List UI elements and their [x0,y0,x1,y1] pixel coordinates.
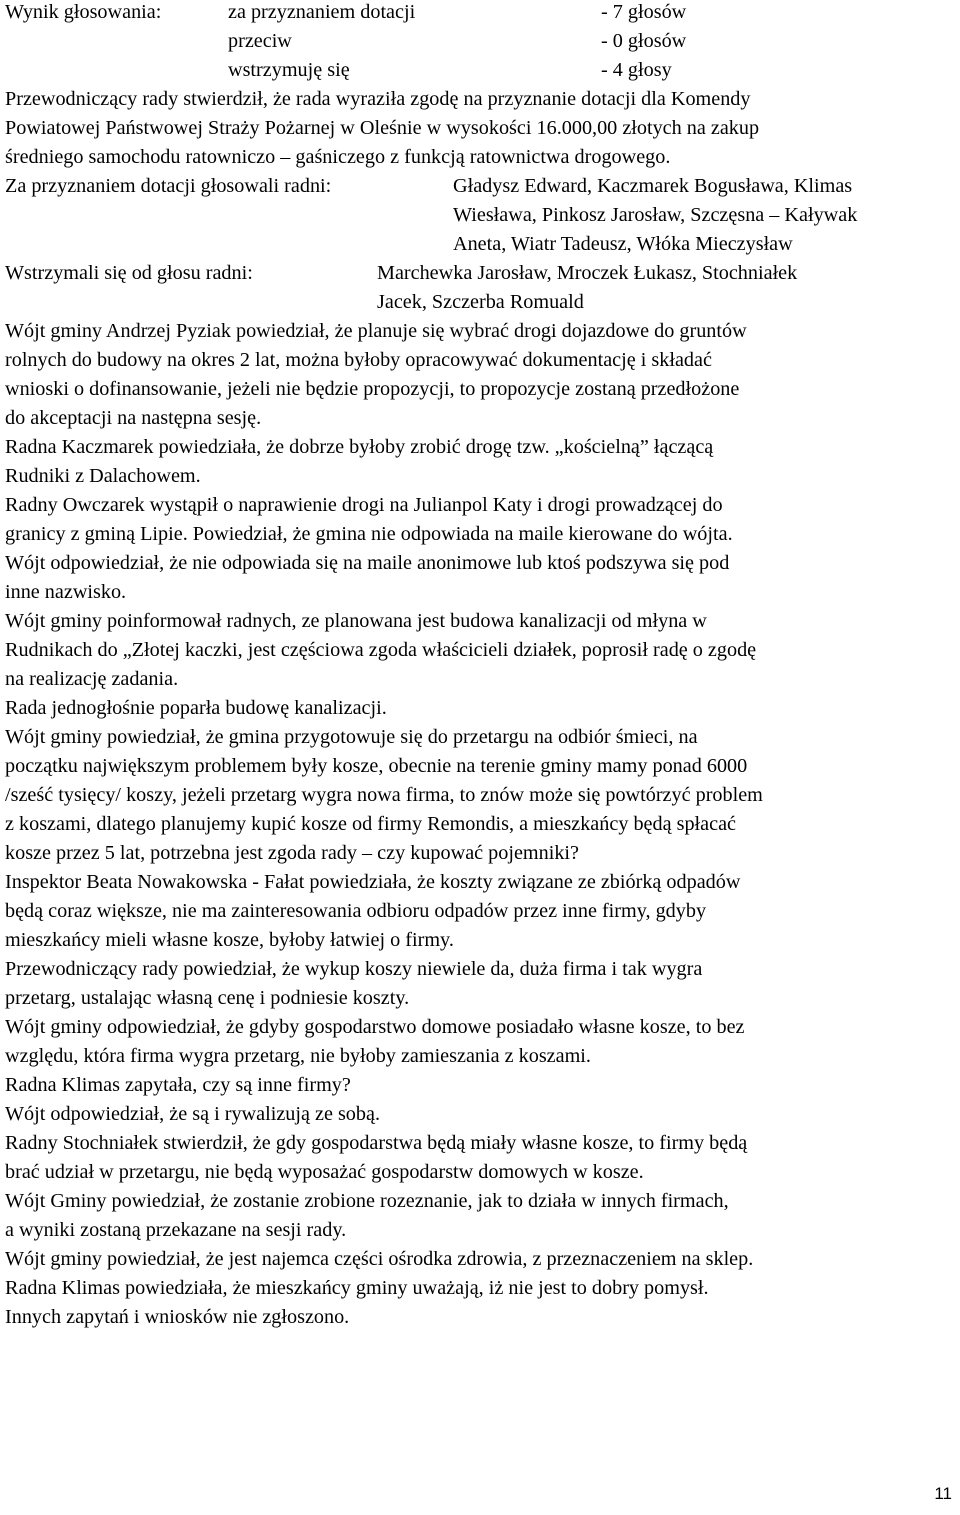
text-line: Radny Owczarek wystąpił o naprawienie drogi na Julianpol Katy i drogi prowadzącej do [5,494,723,516]
text-line: Inspektor Beata Nowakowska - Fałat powiedziała, że koszty związane ze zbiórką odpadów [5,871,741,893]
text-line: średniego samochodu ratowniczo – gaśniczego z funkcją ratownictwa drogowego. [5,146,671,168]
text-line: Wójt gminy odpowiedział, że gdyby gospodarstwo domowe posiadało własne kosze, to bez [5,1016,745,1038]
text-line: rolnych do budowy na okres 2 lat, można byłoby opracowywać dokumentację i składać [5,349,712,371]
page-number: 11 [934,1484,952,1503]
text-line: inne nazwisko. [5,581,127,603]
voters-for-names: Aneta, Wiatr Tadeusz, Włóka Mieczysław [453,233,793,255]
vote-count: - 7 głosów [601,1,687,23]
text-line: Powiatowej Państwowej Straży Pożarnej w Oleśnie w wysokości 16.000,00 złotych na zakup [5,117,760,139]
vote-label: Wynik głosowania: [5,1,162,23]
text-line: Wójt Gminy powiedział, że zostanie zrobione rozeznanie, jak to działa w innych firmach, [5,1190,729,1212]
text-line: Wójt gminy powiedział, że gmina przygotowuje się do przetargu na odbiór śmieci, na [5,726,698,748]
text-line: brać udział w przetargu, nie będą wyposażać gospodarstw domowych w kosze. [5,1161,644,1183]
voters-for-names: Wiesława, Pinkosz Jarosław, Szczęsna – Kaływak [453,204,858,226]
text-line: Wójt gminy poinformował radnych, ze planowana jest budowa kanalizacji od młyna w [5,610,707,632]
text-line: Radna Klimas powiedziała, że mieszkańcy gminy uważają, iż nie jest to dobry pomysł. [5,1277,709,1299]
text-line: kosze przez 5 lat, potrzebna jest zgoda rady – czy kupować pojemniki? [5,842,579,864]
text-line: Wójt odpowiedział, że nie odpowiada się na maile anonimowe lub ktoś podszywa się pod [5,552,730,574]
voters-abstain-names: Marchewka Jarosław, Mroczek Łukasz, Stochniałek [377,262,798,284]
text-line: wnioski o dofinansowanie, jeżeli nie będzie propozycji, to propozycje zostaną przedłożone [5,378,740,400]
text-line: Rudnikach do „Złotej kaczki, jest częściowa zgoda właścicieli działek, poprosił radę o zgodę [5,639,757,661]
voters-for-label: Za przyznaniem dotacji głosowali radni: [5,175,332,197]
text-line: Przewodniczący rady stwierdził, że rada wyraziła zgodę na przyznanie dotacji dla Komendy [5,88,751,110]
vote-option: przeciw [228,30,292,52]
voters-abstain-label: Wstrzymali się od głosu radni: [5,262,253,284]
text-line: Radna Klimas zapytała, czy są inne firmy? [5,1074,351,1096]
text-line: Rudniki z Dalachowem. [5,465,201,487]
text-line: do akceptacji na następna sesję. [5,407,262,429]
text-line: przetarg, ustalając własną cenę i podniesie koszty. [5,987,410,1009]
text-line: Wójt gminy Andrzej Pyziak powiedział, że planuje się wybrać drogi dojazdowe do gruntów [5,320,747,342]
text-line: będą coraz większe, nie ma zainteresowania odbioru odpadów przez inne firmy, gdyby [5,900,707,922]
text-line: Przewodniczący rady powiedział, że wykup koszy niewiele da, duża firma i tak wygra [5,958,703,980]
voters-for-names: Gładysz Edward, Kaczmarek Bogusława, Klimas [453,175,853,197]
vote-count: - 4 głosy [601,59,672,81]
text-line: Radny Stochniałek stwierdził, że gdy gospodarstwa będą miały własne kosze, to firmy będą [5,1132,748,1154]
vote-count: - 0 głosów [601,30,687,52]
text-line: względu, która firma wygra przetarg, nie byłoby zamieszania z koszami. [5,1045,591,1067]
vote-option: wstrzymuję się [228,59,350,81]
text-line: Radna Kaczmarek powiedziała, że dobrze byłoby zrobić drogę tzw. „kościelną” łączącą [5,436,714,458]
text-line: Innych zapytań i wniosków nie zgłoszono. [5,1306,350,1328]
voters-abstain-names: Jacek, Szczerba Romuald [377,291,584,313]
text-line: początku największym problemem były kosze, obecnie na terenie gminy mamy ponad 6000 [5,755,748,777]
text-line: granicy z gminą Lipie. Powiedział, że gmina nie odpowiada na maile kierowane do wójta. [5,523,733,545]
text-line: z koszami, dlatego planujemy kupić kosze od firmy Remondis, a mieszkańcy będą spłacać [5,813,737,835]
text-line: Wójt gminy powiedział, że jest najemca części ośrodka zdrowia, z przeznaczeniem na sklep. [5,1248,754,1270]
text-line: mieszkańcy mieli własne kosze, byłoby łatwiej o firmy. [5,929,454,951]
text-line: Wójt odpowiedział, że są i rywalizują ze sobą. [5,1103,381,1125]
text-line: a wyniki zostaną przekazane na sesji rady. [5,1219,347,1241]
text-line: /sześć tysięcy/ koszy, jeżeli przetarg wygra nowa firma, to znów może się powtórzyć problem [5,784,763,806]
vote-option: za przyznaniem dotacji [228,1,416,23]
text-line: na realizację zadania. [5,668,179,690]
text-line: Rada jednogłośnie poparła budowę kanalizacji. [5,697,387,719]
